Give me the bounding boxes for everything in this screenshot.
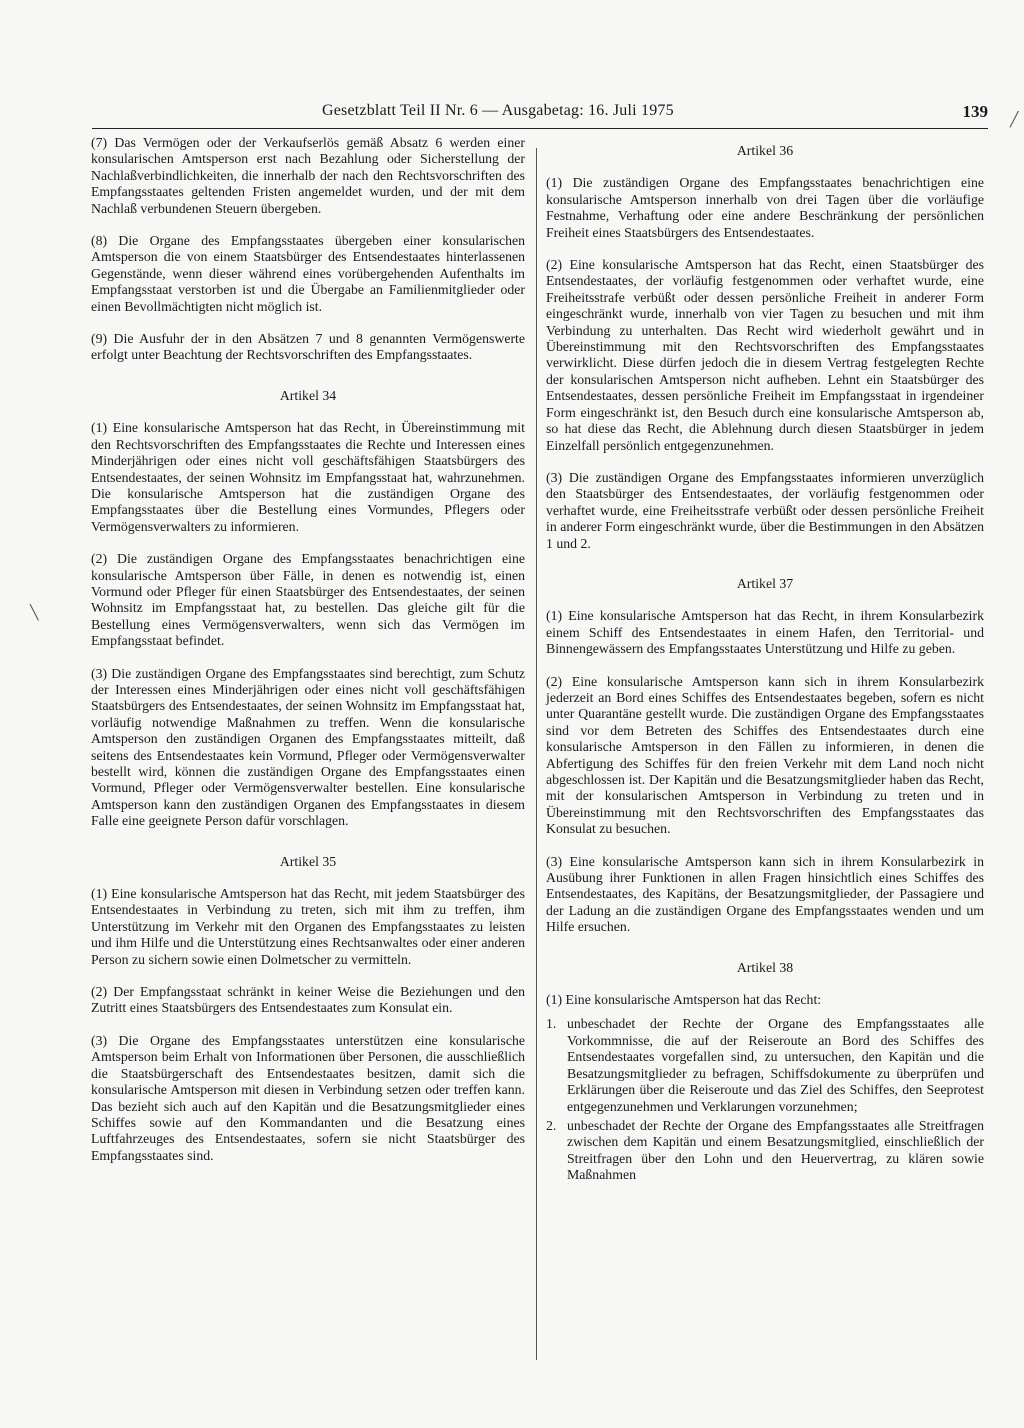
list-item-text: unbeschadet der Rechte der Organe des Empfangsstaates alle Streitfragen zwischen dem Kapitän und einem Besatzungsmitglied, einschließlich der Streitfragen über den Lohn und den Heuervertrag, zu klären sowie Maßnahmen	[567, 1117, 984, 1183]
paragraph: (2) Eine konsularische Amtsperson hat das Recht, einen Staatsbürger des Entsendestaates, der vorläufig festgenommen oder verhaftet wurde, eine Freiheitsstrafe verbüßt oder dessen persönliche Freiheit in anderer Form eingeschränkt wurde, innerhalb von vier Tagen zu besuchen und mit ihm Verbindung zu unterhalten. Das Recht wird wiederholt gewährt und in Übereinstimmung mit den Rechtsvorschriften des Empfangsstaates verwirklicht. Diese dürfen jedoch die in diesem Vertrag festgelegten Rechte der konsularischen Amtsperson nicht aufheben. Lehnt ein Staatsbürger des Entsendestaates, dessen persönliche Freiheit im Empfangsstaat in irgendeiner Form eingeschränkt ist, den Besuch durch eine konsularische Amtsperson ab, so hat diese das Recht, die Ablehnung durch diesen Staatsbürger in jedem Einzelfall persönlich entgegenzunehmen.	[546, 257, 984, 453]
paragraph: (1) Die zuständigen Organe des Empfangsstaates benachrichtigen eine konsularische Amtsperson innerhalb von drei Tagen über die vorläufige Festnahme, Verhaftung oder eine andere Beschränkung der persönlichen Freiheit eines Staatsbürgers des Entsendestaates.	[546, 175, 984, 240]
paragraph: (1) Eine konsularische Amtsperson hat das Recht, in Übereinstimmung mit den Rechtsvorschriften des Empfangsstaates die Rechte und Interessen eines Minderjährigen oder eines nicht voll geschäftsfähigen Staatsbürgers des Entsendestaates, der seinen Wohnsitz im Empfangsstaat hat, wahrzunehmen. Die konsularische Amtsperson hat die zuständigen Organe des Empfangsstaates über die Bestellung eines Vormundes, Pflegers oder Vermögensverwalters zu informieren.	[91, 420, 525, 534]
paragraph: (3) Die Organe des Empfangsstaates unterstützen eine konsularische Amtsperson beim Erhalt von Informationen über Personen, die ausschließlich die Staatsbürgerschaft des Entsendestaates besitzen, damit sich die konsularische Amtsperson mit diesen in Verbindung setzen oder treffen kann. Das bezieht sich auch auf den Kapitän und die Besatzungsmitglieder eines Schiffes sowie auf den Kommandanten und die Besatzung eines Luftfahrzeuges des Entsendestaates, sofern sie nicht Staatsbürger des Empfangsstaates sind.	[91, 1032, 525, 1163]
right-column	[546, 135, 984, 1187]
paragraph: (7) Das Vermögen oder der Verkaufserlös gemäß Absatz 6 werden einer konsularischen Amtsperson erst nach Bezahlung oder Sicherstellung der Nachlaßverbindlichkeiten, die innerhalb der nach den Rechtsvorschriften des Empfangsstaates geltenden Fristen angemeldet wurden, und der mit dem Nachlaß verbundenen Steuern übergeben.	[91, 135, 525, 216]
paragraph: (9) Die Ausfuhr der in den Absätzen 7 und 8 genannten Vermögenswerte erfolgt unter Beachtung der Rechtsvorschriften des Empfangsstaates.	[91, 331, 525, 363]
article-heading: Artikel 37	[736, 575, 794, 591]
list-item	[546, 1118, 984, 1184]
list-item-number: 2.	[546, 1117, 557, 1133]
paragraph: (1) Eine konsularische Amtsperson hat das Recht, in ihrem Konsularbezirk einem Schiff des Entsendestaates in einem Hafen, den Territorial- und Binnengewässern des Empfangsstaates Unterstützung und Hilfe zu geben.	[546, 608, 984, 657]
paragraph: (1) Eine konsularische Amtsperson hat das Recht, mit jedem Staatsbürger des Entsendestaates in Verbindung zu treten, sich mit ihm zu treffen, ihm Unterstützung im Verkehr mit den Organen des Empfangsstaates zu leisten und ihm Hilfe und die Unterstützung eines Rechtsanwaltes oder einer anderen Person zu sichern sowie einen Dolmetscher zu vermitteln.	[91, 886, 525, 967]
left-column	[91, 135, 525, 1180]
paragraph: (3) Eine konsularische Amtsperson kann sich in ihrem Konsularbezirk in Ausübung ihrer Funktionen in allen Fragen hinsichtlich eines Schiffes des Entsendestaates, des Kapitäns, der Besatzungsmitglieder, der Passagiere und der Ladung an die zuständigen Organe des Empfangsstaates wenden und um Hilfe ersuchen.	[546, 853, 984, 935]
column-divider	[536, 148, 537, 1360]
margin-mark-icon: ╲	[30, 606, 39, 621]
paragraph: (2) Die zuständigen Organe des Empfangsstaates benachrichtigen eine konsularische Amtsperson über Fälle, in denen es notwendig ist, einen Vormund oder Pfleger für einen Staatsbürger des Entsendestaates, der seinen Wohnsitz im Empfangsstaat hat, zu bestellen. Das gleiche gilt für die Bestellung eines Vermögensverwalters, wenn sich das Vermögen im Empfangsstaat befindet.	[91, 551, 525, 649]
page-number: 139	[962, 102, 988, 121]
paragraph: (3) Die zuständigen Organe des Empfangsstaates informieren unverzüglich den Staatsbürger des Entsendestaates, der vorläufig festgenommen oder verhaftet wurde, eine Freiheitsstrafe verbüßt oder dessen persönliche Freiheit in anderer Form eingeschränkt wurde, über die Bestimmungen in den Absätzen 1 und 2.	[546, 469, 984, 551]
page-header	[92, 100, 988, 129]
article-heading: Artikel 35	[279, 853, 337, 869]
list-item	[546, 1016, 984, 1114]
header-title: Gesetzblatt Teil II Nr. 6 — Ausgabetag: 16. Juli 1975	[322, 102, 674, 119]
list-item-number: 1.	[546, 1016, 557, 1032]
paragraph: (1) Eine konsularische Amtsperson hat das Recht:	[546, 992, 822, 1008]
article-heading: Artikel 34	[279, 387, 337, 403]
list-item-text: unbeschadet der Rechte der Organe des Empfangsstaates alle Vorkommnisse, die auf der Reiseroute an Bord des Schiffes des Entsendestaates vorgefallen sind, zu untersuchen, den Kapitän und die Besatzungsmitglieder zu befragen, Schiffsdokumente zu überprüfen und Erklärungen über die Reiseroute und das Ziel des Schiffes, den Seeprotest entgegenzunehmen und Verklarungen vorzunehmen;	[567, 1016, 984, 1114]
margin-mark-icon: ╱	[1010, 113, 1019, 128]
paragraph: (2) Der Empfangsstaat schränkt in keiner Weise die Beziehungen und den Zutritt eines Staatsbürgers des Entsendestaates zum Konsulat ein.	[91, 984, 525, 1016]
article-heading: Artikel 36	[736, 143, 794, 158]
article-heading: Artikel 38	[736, 959, 794, 975]
paragraph: (2) Eine konsularische Amtsperson kann sich in ihrem Konsularbezirk jederzeit an Bord eines Schiffes des Entsendestaates begeben, sofern es nicht unter Quarantäne gestellt wurde. Die zuständigen Organe des Empfangsstaates sind vor dem Betreten des Schiffes des Entsendestaates durch eine konsularische Amtsperson in den Fällen zu informieren, in denen die Abfertigung des Schiffes für den freien Verkehr mit dem Land noch nicht abgeschlossen ist. Der Kapitän und die Besatzungsmitglieder haben das Recht, mit der konsularischen Amtsperson in Verbindung zu treten und in Übereinstimmung mit den Rechtsvorschriften des Empfangsstaates das Konsulat zu besuchen.	[546, 673, 984, 837]
paragraph: (3) Die zuständigen Organe des Empfangsstaates sind berechtigt, zum Schutz der Interessen eines Minderjährigen oder eines nicht voll geschäftsfähigen Staatsbürgers des Entsendestaates, der seinen Wohnsitz im Empfangsstaat hat, vorläufig notwendige Maßnahmen zu treffen. Wenn die konsularische Amtsperson den zuständigen Organen des Empfangsstaates mitteilt, daß seitens des Entsendestaates kein Vormund, Pfleger oder Vermögensverwalter bestellt wird, können die zuständigen Organe des Empfangsstaates einen Vormund, Pfleger oder Vermögensverwalter bestellen. Eine konsularische Amtsperson kann den zuständigen Organen des Empfangsstaates in diesem Falle eine geeignete Person dafür vorschlagen.	[91, 665, 525, 829]
paragraph: (8) Die Organe des Empfangsstaates übergeben einer konsularischen Amtsperson die von einem Staatsbürger des Entsendestaates hinterlassenen Gegenstände, wenn dieser während eines vorübergehenden Aufenthalts im Empfangsstaat verstorben ist und die Übergabe an Familienmitglieder oder einen Bevollmächtigten nicht möglich ist.	[91, 233, 525, 314]
